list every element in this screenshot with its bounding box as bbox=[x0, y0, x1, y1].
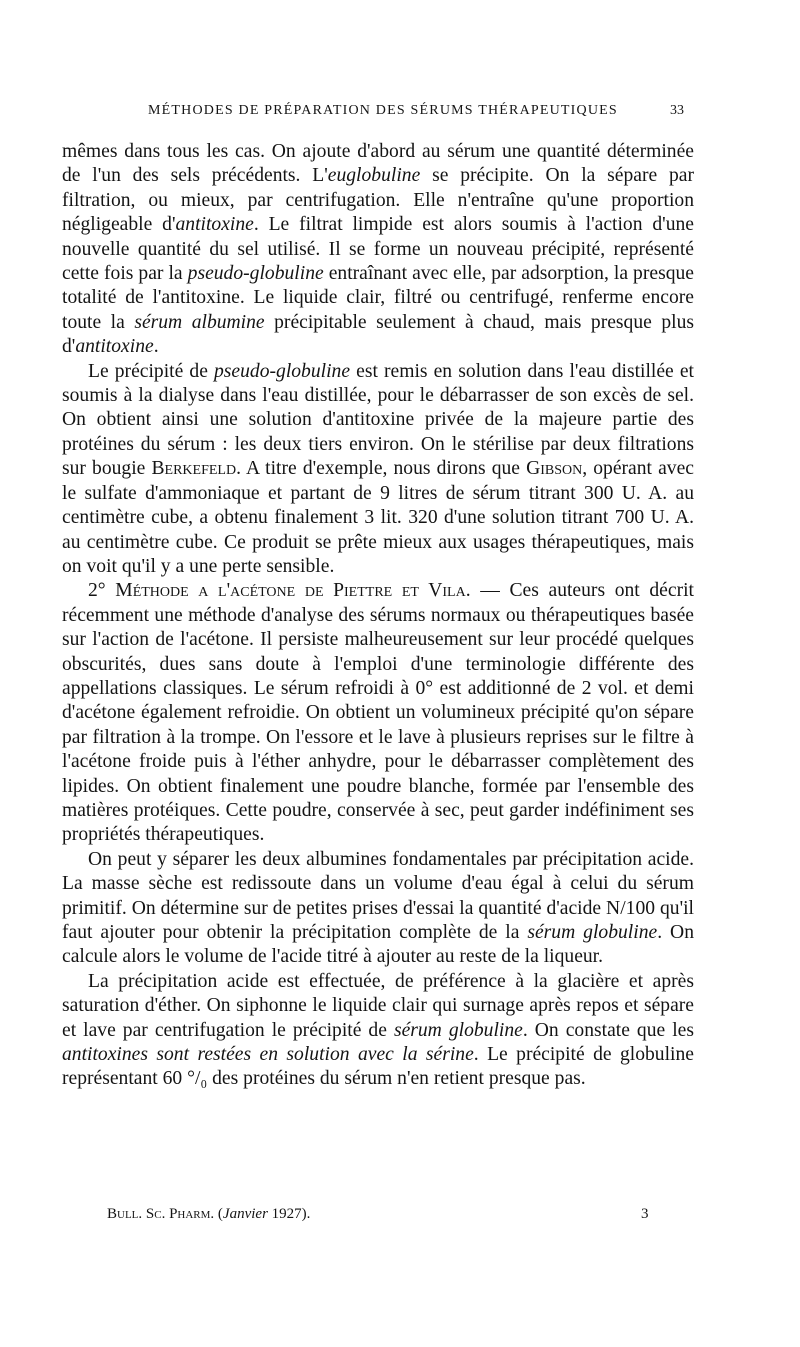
text-run: se précipite. On la sépare par filtration, ou mieux, par centrifugation. Elle n'entraîne qu'une proportion négligeable d' bbox=[62, 165, 695, 236]
text-run: , opérant avec le sulfate d'ammoniaque et partant de 9 litres de sérum titrant 300 U. A. au centimètre cube, a obtenu finalement 3 lit. 320 d'une solution titrant 700 U. A. au centimètre cube. Ce produit se prête mieux aux usages thérapeutiques, mais on voit qu'il y a une perte sensible. bbox=[62, 458, 694, 577]
italic-text: antitoxine bbox=[75, 336, 154, 358]
small-caps-text: Méthode a l'acétone de Piettre et Vila bbox=[115, 580, 466, 602]
small-caps-text: Gibson bbox=[526, 458, 583, 480]
page-footer bbox=[0, 1206, 800, 1230]
paragraph bbox=[62, 579, 694, 847]
italic-text: pseudo-globuline bbox=[213, 360, 351, 382]
text-run: . — Ces auteurs ont décrit récemment une méthode d'analyse des sérums normaux ou thérapeutiques basée sur l'action de l'acétone. Il persiste malheureusement sur leur procédé quelques obscurités, dues sans doute à l'emploi d'une terminologie différente des appellations classiques. Le sérum refroidi à 0° est additionné de 2 vol. et demi d'acétone également refroidie. On obtient un volumineux précipité qu'on sépare par filtration à la trompe. On l'essore et le lave à plusieurs reprises sur le filtre à l'acétone froide puis à l'éther anhydre, pour le débarrasser complètement des lipides. On obtient finalement une poudre blanche, formée par l'ensemble des matières protéiques. Cette poudre, conservée à sec, peut garder indéfiniment ses propriétés thérapeutiques. bbox=[62, 580, 694, 846]
signature-mark: 3 bbox=[641, 1206, 649, 1222]
text-run: précipitable seulement à chaud, mais presque plus d' bbox=[62, 311, 694, 358]
page-header bbox=[0, 103, 800, 127]
italic-text: antitoxines sont restées en solution avec la sérine bbox=[62, 1044, 474, 1066]
page-number: 33 bbox=[670, 103, 684, 118]
text-run: Le précipité de bbox=[88, 360, 214, 382]
journal-year: 1927). bbox=[267, 1206, 311, 1222]
italic-text: sérum globuline bbox=[527, 922, 658, 943]
text-run: est remis en solution dans l'eau distillée et soumis à la dialyse dans l'eau distillée, pour le débarrasser de son excès de sel. On obtient ainsi une solution d'antitoxine privée de la majeure partie des protéines du sérum : les deux tiers environ. On le stérilise par deux filtrations sur bougie bbox=[62, 360, 694, 480]
text-run: . On calcule alors le volume de l'acide titré à ajouter au reste de la liqueur. bbox=[62, 922, 694, 968]
journal-month: Janvier bbox=[222, 1206, 268, 1222]
paragraph bbox=[62, 970, 694, 1092]
paragraph bbox=[62, 360, 694, 580]
text-run: mêmes dans tous les cas. On ajoute d'abord au sérum une quantité déterminée de l'un des sels précédents. L' bbox=[62, 141, 694, 187]
journal-citation bbox=[107, 1206, 310, 1223]
text-run: . Le filtrat limpide est alors soumis à l'action d'une nouvelle quantité du sel utilisé. Il se forme un nouveau précipité, représenté cette fois par la bbox=[62, 214, 694, 285]
running-title: MÉTHODES DE PRÉPARATION DES SÉRUMS THÉRAPEUTIQUES bbox=[148, 103, 618, 118]
text-run: . A titre d'exemple, nous dirons que bbox=[236, 458, 527, 480]
text-run: . bbox=[153, 336, 159, 358]
text-run: entraînant avec elle, par adsorption, la presque totalité de l'antitoxine. Le liquide clair, filtré ou centrifugé, renferme encore toute la bbox=[62, 263, 694, 333]
text-run: . On constate que les bbox=[522, 1019, 694, 1041]
italic-text: pseudo-globuline bbox=[187, 263, 324, 285]
small-caps-text: Berkefeld bbox=[151, 458, 237, 480]
italic-text: sérum globuline bbox=[393, 1019, 523, 1041]
paragraph bbox=[62, 848, 694, 970]
journal-name: Bull. Sc. Pharm. bbox=[107, 1206, 215, 1222]
italic-text: euglobuline bbox=[327, 165, 421, 187]
text-run: La précipitation acide est effectuée, de préférence à la glacière et après saturation d'éther. On siphonne le liquide clair qui surnage après repos et sépare et lave par centrifugation le précipité de bbox=[62, 970, 694, 1041]
body-text bbox=[62, 140, 694, 1092]
italic-text: antitoxine bbox=[175, 214, 254, 236]
paragraph bbox=[62, 140, 694, 360]
text-run: On peut y séparer les deux albumines fondamentales par précipitation acide. La masse sèche est redissoute dans un volume d'eau égal à celui du sérum primitif. On détermine sur de petites prises d'essai la quantité d'acide N/100 qu'il faut ajouter pour obtenir la précipitation complète de la bbox=[62, 848, 694, 943]
text-run: . Le précipité de globuline représentant 60 °/₀ des protéines du sérum n'en retient presque pas. bbox=[62, 1044, 694, 1090]
text-run: 2° bbox=[88, 580, 116, 602]
italic-text: sérum albumine bbox=[134, 311, 265, 333]
journal-date-open: ( bbox=[214, 1206, 223, 1222]
